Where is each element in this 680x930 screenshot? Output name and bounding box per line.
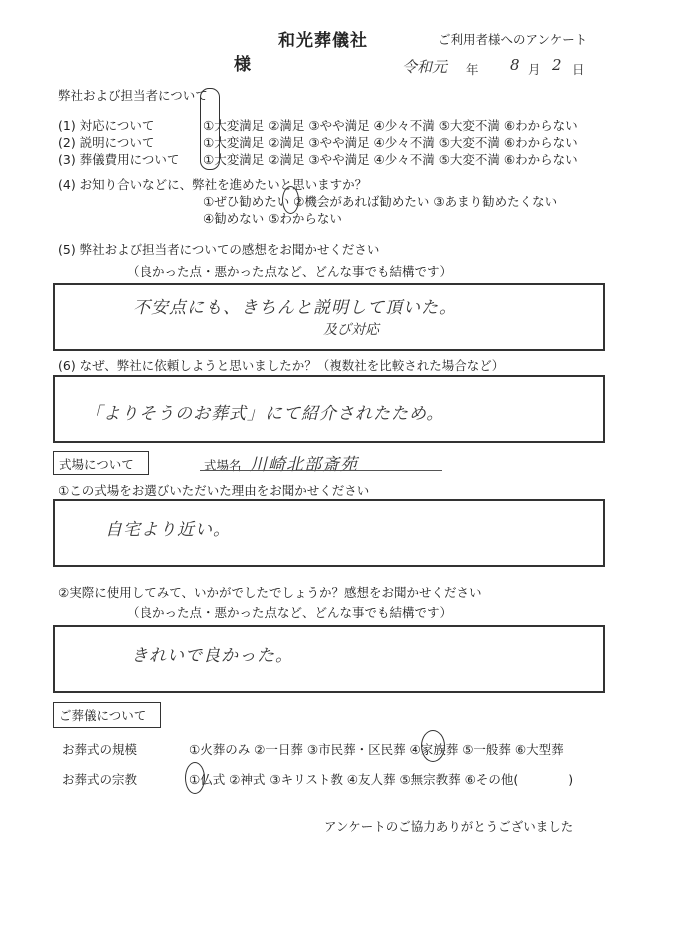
q4-options-line2: ④勧めない ⑤わからない [203, 211, 342, 226]
date-day: 2 [552, 56, 562, 74]
date-year-label: 年 [466, 62, 479, 77]
q1-label: (1) 対応について [58, 118, 155, 133]
funeral-religion-options: ①仏式 ②神式 ③キリスト教 ④友人葬 ⑤無宗教葬 ⑥その他( ) [189, 772, 574, 787]
date-month: 8 [510, 56, 520, 74]
section-funeral-label: ご葬儀について [53, 702, 161, 728]
funeral-religion-label: お葬式の宗教 [62, 772, 138, 787]
survey-title: ご利用者様へのアンケート [438, 32, 588, 47]
q1-options: ①大変満足 ②満足 ③やや満足 ④少々不満 ⑤大変不満 ⑥わからない [203, 118, 578, 133]
q6-answer: 「よりそうのお葬式」にて紹介されたため。 [85, 404, 445, 424]
q2-label: (2) 説明について [58, 135, 155, 150]
venue-name: 川崎北部斎苑 [250, 455, 358, 475]
venue-q2-question: ②実際に使用してみて、いかがでしたでしょうか？感想をお聞かせください [58, 585, 482, 600]
q6-question: (6) なぜ、弊社に依頼しようと思いましたか？（複数社を比較された場合など） [58, 358, 505, 373]
selection-mark-circle [185, 762, 205, 794]
honorific-sama: 様 [234, 55, 251, 75]
q2-options: ①大変満足 ②満足 ③やや満足 ④少々不満 ⑤大変不満 ⑥わからない [203, 135, 578, 150]
venue-q1-question: ①この式場をお選びいただいた理由をお聞かせください [58, 483, 370, 498]
q4-options-line1: ①ぜひ勧めたい ②機会があれば勧めたい ③あまり勧めたくない [203, 194, 558, 209]
date-day-label: 日 [572, 62, 585, 77]
q5-answer-box [53, 283, 605, 351]
selection-mark-circle [421, 730, 445, 762]
selection-mark-circle [200, 88, 220, 170]
date-era: 令和元 [402, 58, 448, 76]
venue-q1-answer: 自宅より近い。 [105, 520, 231, 540]
selection-mark-circle [282, 186, 299, 214]
q5-answer-line2: 及び対応 [323, 322, 379, 338]
venue-q1-answer-box [53, 499, 605, 567]
q5-answer-line1: 不安点にも、きちんと説明して頂いた。 [133, 298, 457, 318]
company-name: 和光葬儀社 [278, 31, 368, 51]
section-venue-label: 式場について [53, 451, 149, 475]
venue-name-label: 式場名 [204, 458, 242, 473]
funeral-scale-label: お葬式の規模 [62, 742, 138, 757]
venue-q2-answer-box [53, 625, 605, 693]
q6-answer-box [53, 375, 605, 443]
venue-q2-note: （良かった点・悪かった点など、どんな事でも結構です） [127, 605, 453, 620]
q3-label: (3) 葬儀費用について [58, 152, 180, 167]
q4-question: (4) お知り合いなどに、弊社を進めたいと思いますか？ [58, 177, 368, 192]
q3-options: ①大変満足 ②満足 ③やや満足 ④少々不満 ⑤大変不満 ⑥わからない [203, 152, 578, 167]
section-company-heading: 弊社および担当者について [58, 88, 208, 103]
venue-name-underline [200, 470, 442, 471]
date-month-label: 月 [528, 62, 541, 77]
footer-thanks: アンケートのご協力ありがとうございました [324, 819, 574, 834]
funeral-scale-options: ①火葬のみ ②一日葬 ③市民葬・区民葬 ④家族葬 ⑤一般葬 ⑥大型葬 [189, 742, 564, 757]
q5-note: （良かった点・悪かった点など、どんな事でも結構です） [127, 264, 453, 279]
q5-question: (5) 弊社および担当者についての感想をお聞かせください [58, 242, 380, 257]
venue-q2-answer: きれいで良かった。 [131, 646, 293, 666]
